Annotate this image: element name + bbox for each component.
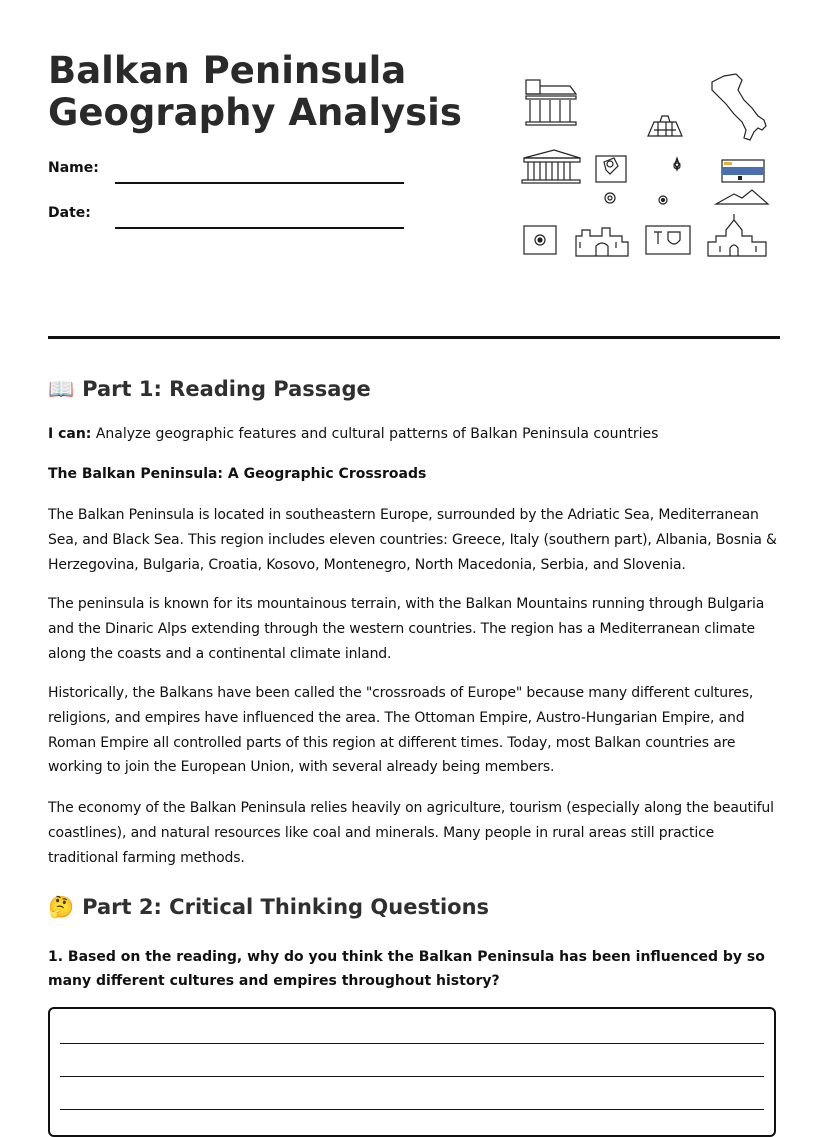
part1-heading-text: Part 1: Reading Passage (82, 377, 371, 401)
answer-line (60, 1076, 764, 1077)
coat-of-arms-flag-icon (646, 226, 690, 254)
temple-icon (526, 80, 576, 125)
i-can-statement (48, 424, 788, 444)
question-1: 1. Based on the reading, why do you think the Balkan Peninsula has been influenced by so many different cultures and empires throughout history? (48, 949, 765, 989)
castle-icon (576, 228, 628, 256)
date-line[interactable] (115, 227, 404, 229)
medallion-icon (605, 193, 615, 203)
compass-rose-icon (674, 158, 680, 170)
part2-heading-text: Part 2: Critical Thinking Questions (82, 895, 490, 919)
i-can-text: Analyze geographic features and cultural patterns of Balkan Peninsula countries (91, 426, 659, 442)
book-icon: 📖 (48, 377, 75, 401)
worksheet-title (48, 50, 468, 134)
italy-map-icon (712, 74, 766, 140)
header-divider (48, 336, 780, 339)
thinking-face-icon: 🤔 (48, 895, 75, 919)
name-line[interactable] (115, 182, 404, 184)
passage-title: The Balkan Peninsula: A Geographic Crossroads (48, 466, 427, 482)
flag-icon (722, 160, 764, 182)
passage-paragraph-2: The peninsula is known for its mountainous terrain, with the Balkan Mountains running through Bulgaria and the Dinaric Alps extending through the western countries. The region has a Mediterranean climate along the coasts and a continental climate inland. (48, 596, 765, 662)
small-coin-icon (659, 196, 667, 204)
statue-icon (596, 156, 626, 182)
title-line-1: Balkan Peninsula (48, 49, 407, 92)
passage-paragraph-1: The Balkan Peninsula is located in southeastern Europe, surrounded by the Adriatic Sea, Mediterranean Sea, and Black Sea. This region includes eleven countries: Greece, Italy (southern part), Albania, Bosnia & Herzegovina, Bulgaria, Croatia, Kosovo, Montenegro, North Macedonia, Serbia, and Slovenia. (48, 507, 777, 573)
mountain-icon (716, 190, 768, 204)
cathedral-icon (708, 214, 766, 256)
part2-heading (48, 893, 489, 921)
part1-heading (48, 375, 371, 403)
passage-paragraph-3: Historically, the Balkans have been called the "crossroads of Europe" because many different cultures, religions, and empires have influenced the area. The Ottoman Empire, Austro-Hungarian Empire, and Roman Empire all controlled parts of this region at different times. Today, most Balkan countries are working to join the European Union, with several already being members. (48, 685, 754, 776)
emblem-flag-icon (524, 226, 556, 254)
fortress-icon (648, 116, 682, 136)
date-label: Date: (48, 205, 91, 221)
name-label: Name: (48, 160, 99, 176)
parthenon-icon (522, 150, 580, 183)
answer-line (60, 1043, 764, 1044)
title-line-2: Geography Analysis (48, 91, 462, 134)
passage-paragraph-4: The economy of the Balkan Peninsula relies heavily on agriculture, tourism (especially along the beautiful coastlines), and natural resources like coal and minerals. Many people in rural areas still practice traditional farming methods. (48, 800, 774, 866)
i-can-label: I can: (48, 426, 92, 442)
answer-line (60, 1109, 764, 1110)
decorative-icon-cluster (520, 70, 780, 265)
